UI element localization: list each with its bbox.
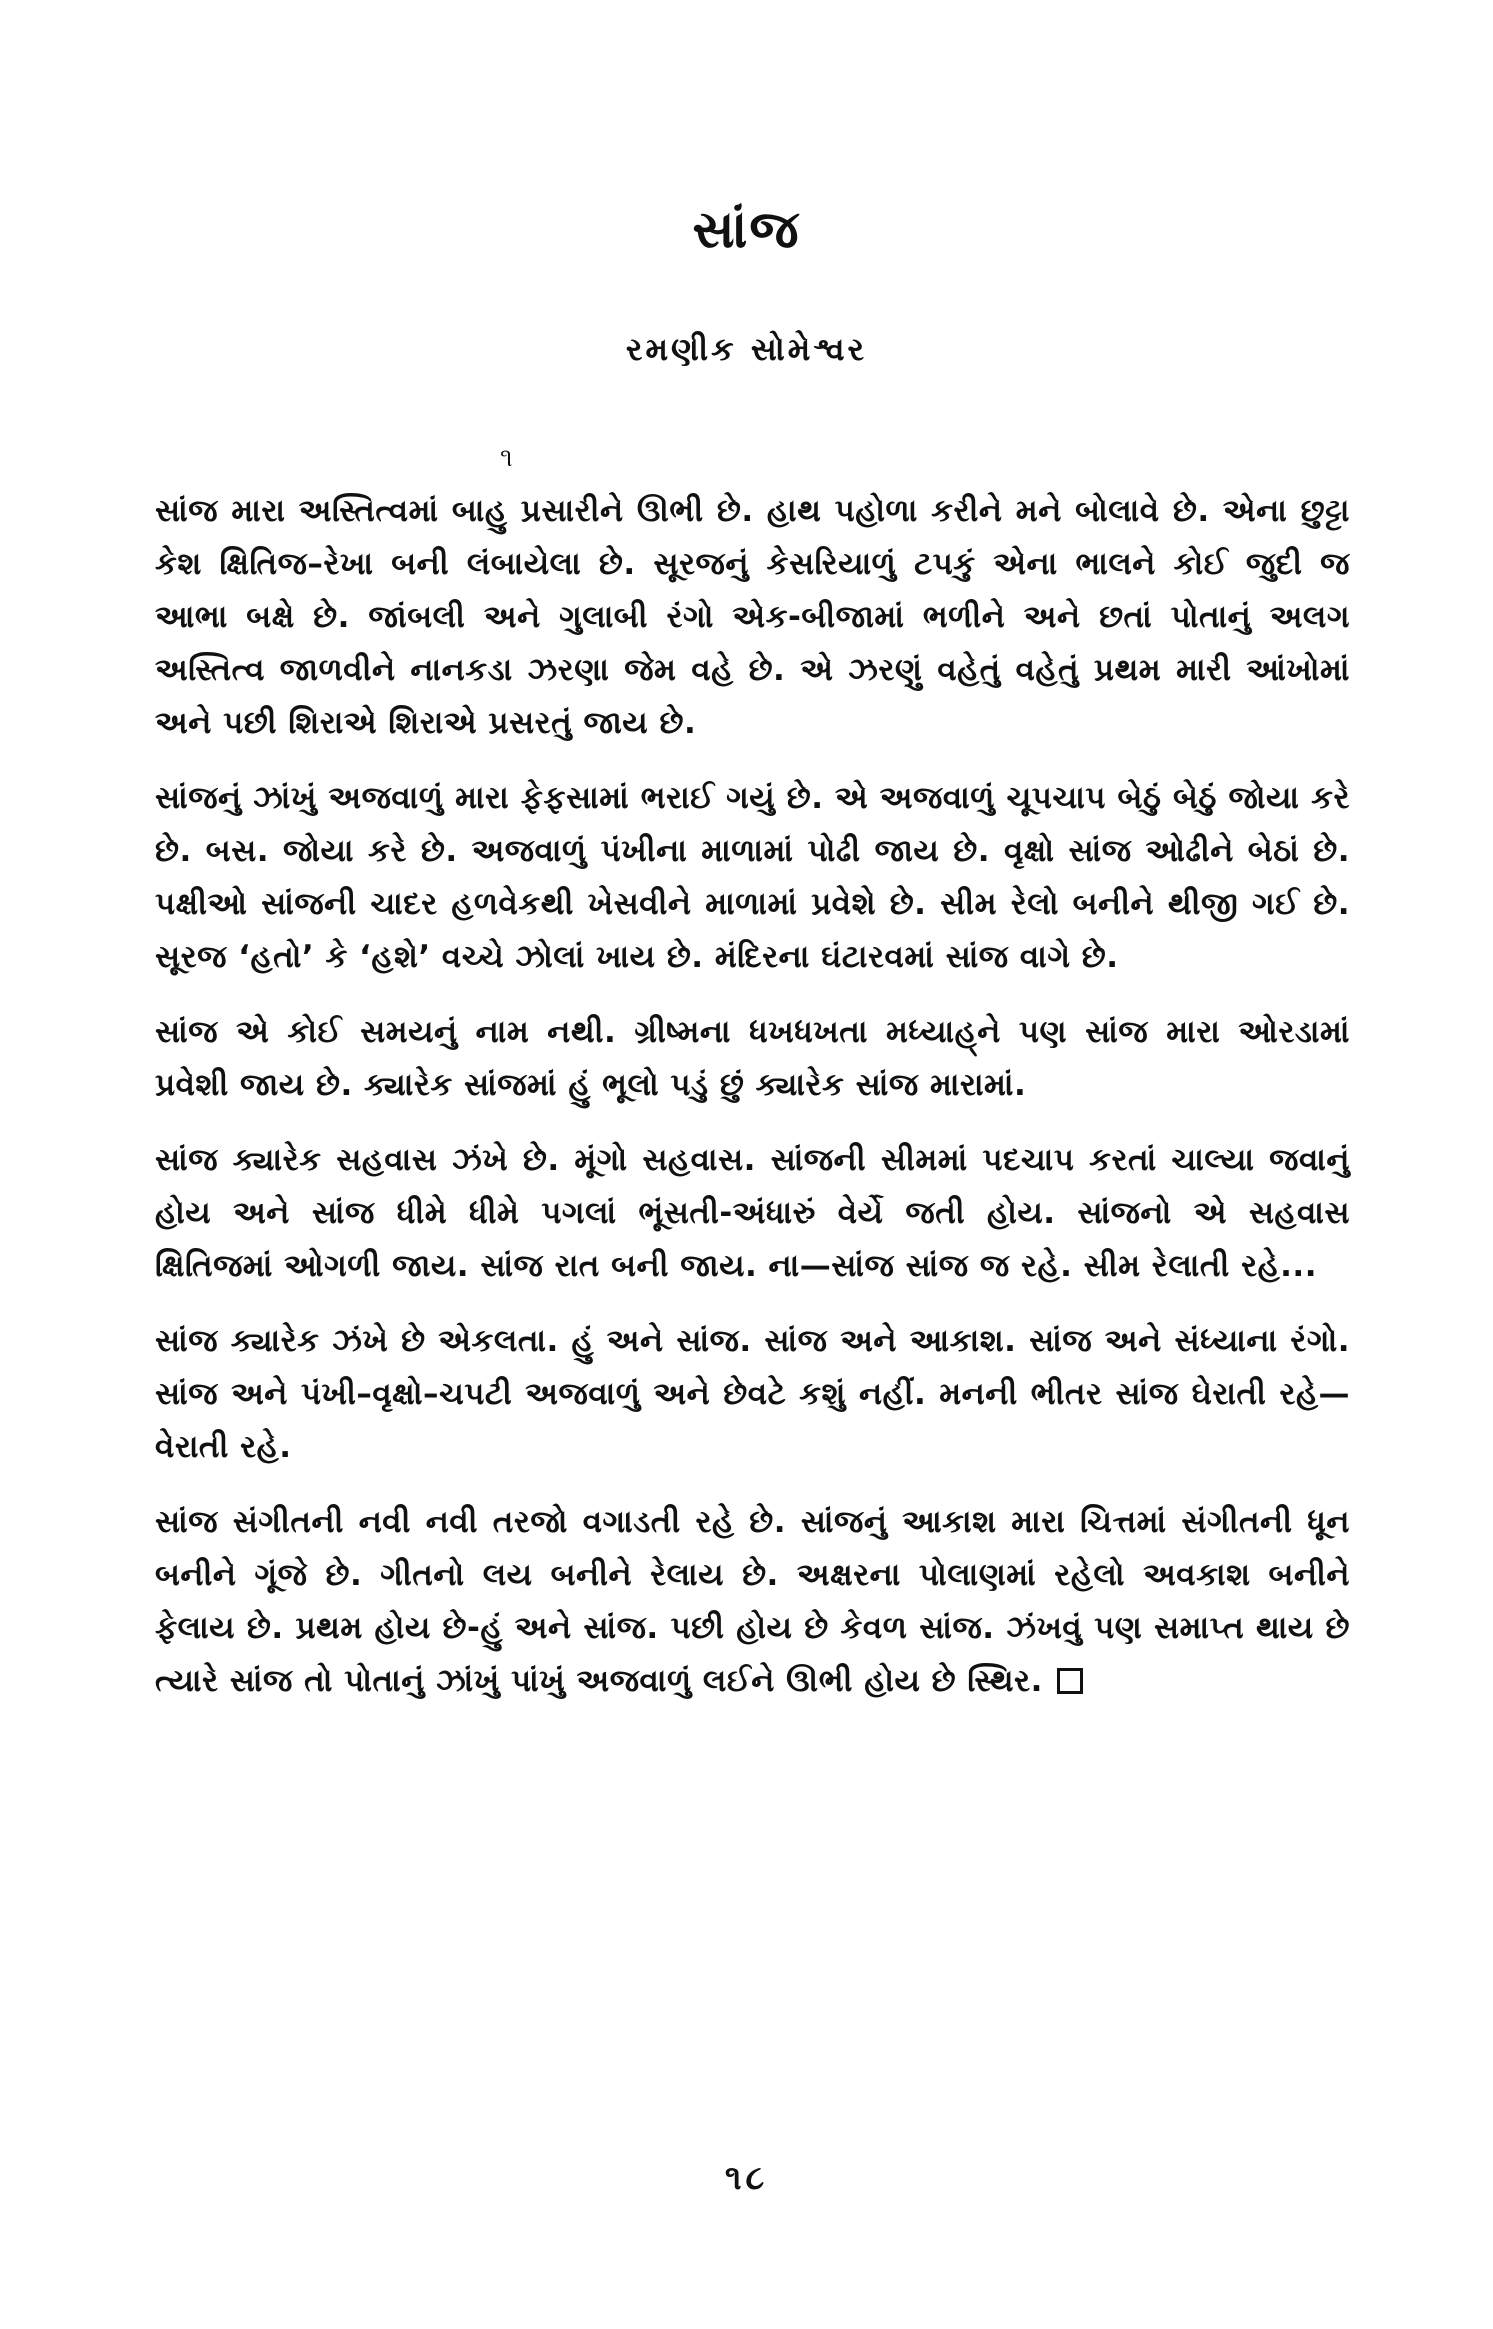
section-marker: ૧ bbox=[500, 443, 513, 473]
page-number: ૧૮ bbox=[724, 2158, 769, 2198]
paragraph-text: સાંજ સંગીતની નવી નવી તરજો વગાડતી રહે છે. સાંજનું આકાશ મારા ચિત્તમાં સંગીતની ધૂન બનીને ગૂંજે છે. ગીતનો લય બનીને રેલાય છે. અક્ષરના પોલાણમાં રહેલો અવકાશ બનીને ફેલાય છે. પ્રથમ હોય છે-હું અને સાંજ. પછી હોય છે કેવળ સાંજ. ઝંખવું પણ સમાપ્ત થાય છે ત્યારે સાંજ તો પોતાનું ઝાંખું પાંખું અજવાળું લઈને ઊભી હોય છે સ્થિર. bbox=[155, 1504, 1350, 1699]
paragraph: સાંજ મારા અસ્તિત્વમાં બાહુ પ્રસારીને ઊભી છે. હાથ પહોળા કરીને મને બોલાવે છે. એના છુટ્ટા કેશ ક્ષિતિજ–રેખા બની લંબાયેલા છે. સૂરજનું કેસરિયાળું ટપકું એના ભાલને કોઈ જુદી જ આભા બક્ષે છે. જાંબલી અને ગુલાબી રંગો એક-બીજામાં ભળીને અને છતાં પોતાનું અલગ અસ્તિત્વ જાળવીને નાનકડા ઝરણા જેમ વહે છે. એ ઝરણું વહેતું વહેતું પ્રથમ મારી આંખોમાં અને પછી શિરાએ શિરાએ પ્રસરતું જાય છે. bbox=[155, 493, 1350, 741]
paragraph: સાંજ ક્યારેક સહવાસ ઝંખે છે. મૂંગો સહવાસ. સાંજની સીમમાં પદચાપ કરતાં ચાલ્યા જવાનું હોય અને સાંજ ધીમે ધીમે પગલાં ભૂંસતી-અંધારું વેર્યે જતી હોય. સાંજનો એ સહવાસ ક્ષિતિજમાં ઓગળી જાય. સાંજ રાત બની જાય. ના—સાંજ સાંજ જ રહે. સીમ રેલાતી રહે... bbox=[155, 1142, 1350, 1284]
author-name: રમણીક સોમેશ્વર bbox=[625, 330, 868, 368]
paragraph: સાંજ ક્યારેક ઝંખે છે એકલતા. હું અને સાંજ. સાંજ અને આકાશ. સાંજ અને સંધ્યાના રંગો. સાંજ અને પંખી–વૃક્ષો–ચપટી અજવાળું અને છેવટે કશું નહીં. મનની ભીતર સાંજ ઘેરાતી રહે—વેરાતી રહે. bbox=[155, 1323, 1350, 1465]
body-text bbox=[155, 485, 1350, 1730]
paragraph: સાંજનું ઝાંખું અજવાળું મારા ફેફસામાં ભરાઈ ગયું છે. એ અજવાળું ચૂપચાપ બેઠું બેઠું જોયા કરે છે. બસ. જોયા કરે છે. અજવાળું પંખીના માળામાં પોઢી જાય છે. વૃક્ષો સાંજ ઓઢીને બેઠાં છે. પક્ષીઓ સાંજની ચાદર હળવેકથી ખેસવીને માળામાં પ્રવેશે છે. સીમ રેલો બનીને થીજી ગઈ છે. સૂરજ ‘હતો’ કે ‘હશે’ વચ્ચે ઝોલાં ખાય છે. મંદિરના ઘંટારવમાં સાંજ વાગે છે. bbox=[155, 780, 1350, 975]
page-title: સાંજ bbox=[692, 200, 801, 260]
last-paragraph bbox=[155, 1496, 1350, 1708]
end-square-icon bbox=[1057, 1668, 1083, 1694]
paragraph: સાંજ એ કોઈ સમયનું નામ નથી. ગ્રીષ્મના ધખધખતા મધ્યાહ્‌ને પણ સાંજ મારા ઓરડામાં પ્રવેશી જાય છે. ક્યારેક સાંજમાં હું ભૂલો પડું છું ક્યારેક સાંજ મારામાં. bbox=[155, 1014, 1350, 1103]
